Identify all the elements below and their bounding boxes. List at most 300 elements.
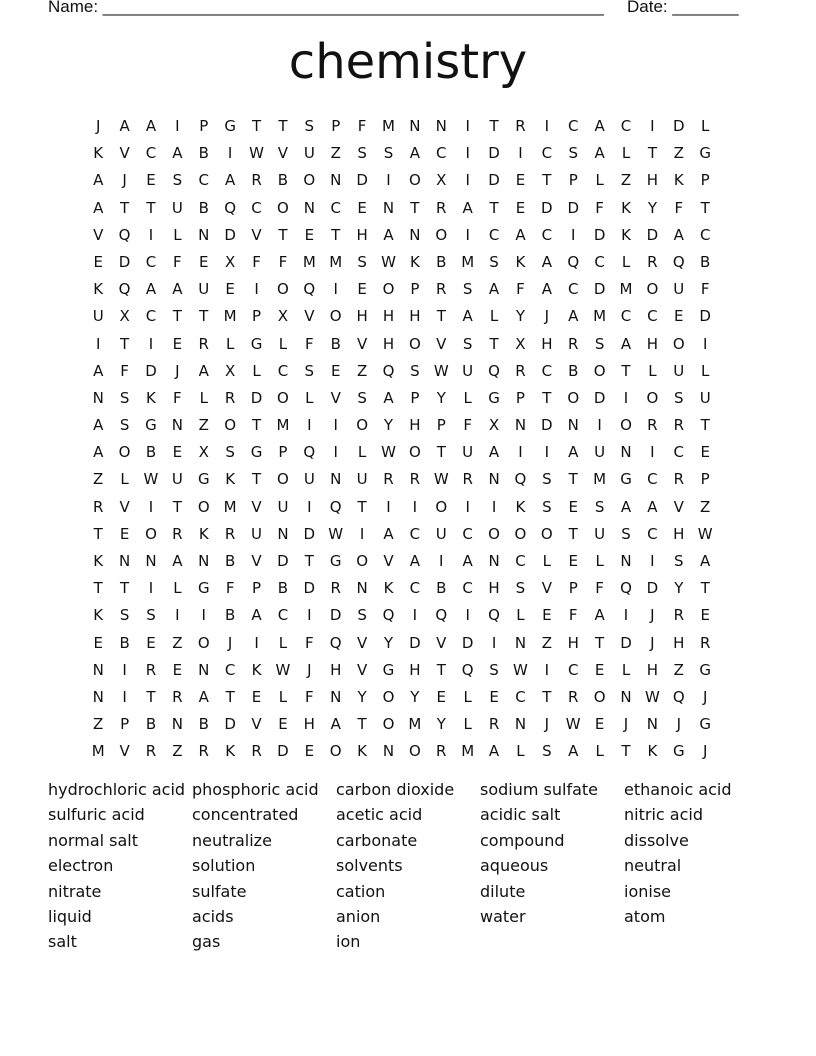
grid-letter: B bbox=[436, 579, 447, 598]
grid-letter: Y bbox=[383, 416, 394, 435]
grid-letter: I bbox=[148, 579, 154, 598]
grid-letter: O bbox=[488, 524, 500, 543]
grid-letter: D bbox=[699, 307, 711, 326]
grid-letter: V bbox=[93, 225, 104, 244]
grid-letter: U bbox=[594, 524, 606, 543]
grid-row bbox=[85, 548, 745, 575]
grid-letter: F bbox=[173, 252, 182, 271]
grid-letter: Q bbox=[382, 361, 395, 380]
grid-letter: C bbox=[462, 579, 473, 598]
grid-letter: O bbox=[303, 171, 316, 190]
grid-letter: F bbox=[120, 361, 129, 380]
grid-letter: A bbox=[541, 252, 552, 271]
grid-letter: H bbox=[356, 307, 368, 326]
grid-letter: L bbox=[463, 715, 472, 734]
grid-letter: R bbox=[647, 416, 658, 435]
grid-letter: D bbox=[620, 633, 632, 652]
grid-letter: I bbox=[95, 334, 101, 353]
grid-letter: C bbox=[409, 524, 421, 543]
grid-letter: C bbox=[436, 144, 447, 163]
grid-letter: B bbox=[145, 715, 157, 734]
grid-letter: K bbox=[621, 225, 631, 244]
grid-letter: Z bbox=[93, 715, 104, 734]
grid-letter: N bbox=[330, 171, 342, 190]
grid-letter: S bbox=[489, 252, 499, 271]
grid-letter: E bbox=[542, 606, 552, 625]
grid-row bbox=[85, 331, 745, 358]
grid-letter: Z bbox=[172, 742, 183, 761]
grid-letter: E bbox=[594, 715, 605, 734]
grid-letter: A bbox=[330, 715, 341, 734]
grid-row bbox=[85, 738, 745, 765]
word-item: anion bbox=[336, 906, 381, 926]
grid-letter: R bbox=[462, 470, 473, 489]
grid-letter: P bbox=[700, 470, 710, 489]
grid-letter: A bbox=[145, 117, 157, 135]
grid-letter: I bbox=[491, 497, 497, 516]
grid-letter: U bbox=[251, 524, 263, 543]
grid-letter: D bbox=[118, 252, 131, 271]
grid-letter: A bbox=[172, 144, 183, 163]
grid-letter: D bbox=[250, 388, 263, 407]
grid-letter: L bbox=[278, 334, 288, 353]
grid-letter: O bbox=[514, 524, 527, 543]
grid-letter: N bbox=[567, 416, 579, 435]
grid-letter: T bbox=[199, 307, 209, 326]
grid-letter: D bbox=[646, 225, 659, 244]
grid-letter: I bbox=[702, 334, 708, 353]
grid-letter: R bbox=[515, 117, 526, 135]
grid-row bbox=[85, 276, 745, 303]
grid-letter: N bbox=[435, 117, 447, 135]
grid-letter: K bbox=[357, 742, 368, 761]
grid-letter: B bbox=[700, 252, 711, 271]
grid-letter: E bbox=[330, 361, 341, 380]
grid-letter: A bbox=[409, 552, 421, 570]
grid-letter: V bbox=[383, 552, 394, 570]
grid-letter: N bbox=[330, 470, 342, 489]
grid-letter: T bbox=[489, 198, 499, 217]
grid-letter: W bbox=[433, 470, 449, 489]
word-item: electron bbox=[48, 856, 114, 876]
grid-letter: I bbox=[491, 633, 497, 652]
grid-letter: W bbox=[697, 524, 713, 543]
grid-row bbox=[85, 439, 745, 466]
grid-letter: V bbox=[356, 660, 368, 679]
grid-letter: N bbox=[620, 552, 632, 570]
grid-letter: O bbox=[277, 470, 289, 489]
word-item: carbonate bbox=[336, 830, 418, 850]
grid-letter: O bbox=[672, 334, 685, 353]
grid-letter: B bbox=[277, 579, 289, 598]
grid-letter: P bbox=[700, 171, 710, 190]
grid-letter: L bbox=[463, 687, 472, 706]
grid-letter: E bbox=[674, 307, 684, 326]
grid-letter: F bbox=[595, 579, 604, 598]
grid-letter: C bbox=[330, 198, 341, 217]
grid-letter: I bbox=[650, 552, 655, 570]
grid-letter: M bbox=[276, 416, 290, 435]
grid-letter: B bbox=[198, 198, 209, 217]
grid-letter: I bbox=[122, 660, 127, 679]
grid-letter: A bbox=[488, 742, 500, 761]
grid-letter: N bbox=[488, 470, 500, 489]
grid-letter: S bbox=[119, 416, 130, 435]
grid-letter: H bbox=[646, 660, 659, 679]
grid-letter: S bbox=[674, 388, 684, 407]
grid-row bbox=[85, 249, 745, 276]
grid-letter: H bbox=[541, 334, 553, 353]
grid-letter: I bbox=[333, 280, 338, 299]
grid-letter: C bbox=[488, 225, 500, 244]
grid-letter: S bbox=[462, 334, 473, 353]
grid-letter: Y bbox=[410, 687, 420, 706]
grid-letter: O bbox=[118, 443, 131, 462]
grid-letter: A bbox=[93, 416, 104, 435]
grid-row bbox=[85, 602, 745, 629]
grid-letter: M bbox=[382, 117, 395, 135]
grid-letter: K bbox=[93, 280, 104, 299]
grid-letter: R bbox=[145, 742, 157, 761]
grid-letter: N bbox=[171, 715, 183, 734]
grid-letter: V bbox=[119, 742, 130, 761]
grid-letter: K bbox=[251, 660, 262, 679]
word-column bbox=[624, 777, 768, 929]
grid-letter: G bbox=[329, 552, 342, 570]
grid-letter: E bbox=[436, 687, 447, 706]
grid-letter: D bbox=[303, 524, 316, 543]
grid-letter: L bbox=[199, 388, 208, 407]
grid-row bbox=[85, 711, 745, 738]
grid-letter: I bbox=[465, 497, 470, 516]
grid-letter: R bbox=[699, 633, 711, 652]
grid-letter: S bbox=[357, 606, 367, 625]
grid-letter: D bbox=[277, 742, 289, 761]
grid-letter: F bbox=[674, 198, 684, 217]
grid-letter: I bbox=[412, 606, 418, 625]
grid-letter: O bbox=[197, 633, 210, 652]
word-item: gas bbox=[192, 932, 221, 952]
grid-letter: D bbox=[488, 144, 500, 163]
grid-letter: C bbox=[515, 687, 526, 706]
grid-letter: O bbox=[408, 334, 421, 353]
grid-letter: G bbox=[699, 660, 711, 679]
grid-letter: F bbox=[305, 334, 314, 353]
grid-letter: T bbox=[700, 198, 710, 217]
grid-letter: W bbox=[143, 470, 159, 489]
grid-letter: E bbox=[304, 742, 315, 761]
grid-letter: T bbox=[700, 579, 710, 598]
grid-letter: D bbox=[145, 361, 157, 380]
word-column bbox=[192, 777, 336, 955]
grid-letter: Q bbox=[224, 198, 237, 217]
grid-letter: H bbox=[488, 579, 500, 598]
grid-letter: T bbox=[331, 225, 341, 244]
grid-letter: I bbox=[175, 606, 180, 625]
grid-letter: C bbox=[277, 361, 289, 380]
grid-letter: Z bbox=[673, 144, 684, 163]
grid-letter: G bbox=[145, 416, 157, 435]
grid-letter: X bbox=[488, 416, 500, 435]
grid-letter: K bbox=[93, 552, 104, 570]
grid-letter: J bbox=[544, 715, 550, 734]
grid-letter: F bbox=[173, 388, 182, 407]
grid-letter: O bbox=[408, 443, 421, 462]
grid-row bbox=[85, 303, 745, 330]
grid-letter: L bbox=[701, 117, 710, 135]
grid-letter: A bbox=[647, 497, 658, 516]
grid-letter: C bbox=[541, 144, 553, 163]
grid-letter: R bbox=[568, 687, 579, 706]
grid-letter: G bbox=[197, 470, 210, 489]
grid-letter: E bbox=[93, 633, 103, 652]
word-item: acids bbox=[192, 906, 234, 926]
grid-letter: S bbox=[357, 144, 367, 163]
grid-letter: D bbox=[224, 225, 236, 244]
grid-letter: I bbox=[333, 416, 338, 435]
grid-letter: W bbox=[381, 252, 396, 271]
grid-letter: T bbox=[436, 660, 446, 679]
grid-letter: R bbox=[436, 198, 447, 217]
grid-letter: H bbox=[409, 416, 421, 435]
grid-letter: N bbox=[277, 524, 289, 543]
grid-letter: P bbox=[120, 715, 130, 734]
grid-letter: T bbox=[621, 361, 631, 380]
grid-letter: I bbox=[122, 687, 127, 706]
grid-letter: C bbox=[541, 361, 553, 380]
grid-letter: R bbox=[568, 334, 579, 353]
grid-letter: T bbox=[595, 633, 605, 652]
grid-letter: L bbox=[621, 660, 631, 679]
grid-letter: I bbox=[201, 606, 206, 625]
grid-letter: Q bbox=[620, 579, 632, 598]
grid-letter: B bbox=[198, 715, 209, 734]
grid-letter: A bbox=[93, 443, 104, 462]
grid-letter: T bbox=[436, 443, 446, 462]
grid-letter: A bbox=[198, 361, 209, 380]
grid-letter: H bbox=[646, 334, 659, 353]
grid-letter: C bbox=[277, 606, 289, 625]
grid-letter: Q bbox=[567, 252, 580, 271]
grid-letter: E bbox=[594, 660, 605, 679]
grid-letter: Y bbox=[515, 307, 526, 326]
grid-letter: S bbox=[383, 144, 394, 163]
grid-letter: R bbox=[383, 470, 394, 489]
grid-letter: C bbox=[673, 443, 685, 462]
grid-letter: S bbox=[172, 171, 183, 190]
word-item: dissolve bbox=[624, 830, 689, 850]
grid-letter: A bbox=[594, 606, 605, 625]
grid-letter: J bbox=[702, 742, 708, 761]
grid-letter: J bbox=[175, 361, 180, 380]
grid-letter: R bbox=[673, 416, 684, 435]
grid-letter: Y bbox=[357, 687, 367, 706]
grid-letter: L bbox=[595, 552, 604, 570]
grid-letter: I bbox=[465, 144, 470, 163]
grid-letter: A bbox=[251, 606, 262, 625]
grid-letter: H bbox=[303, 715, 315, 734]
grid-letter: R bbox=[224, 388, 236, 407]
grid-letter: T bbox=[700, 416, 710, 435]
grid-letter: X bbox=[119, 307, 130, 326]
grid-letter: U bbox=[699, 388, 711, 407]
word-item: ion bbox=[336, 932, 361, 952]
grid-letter: L bbox=[595, 742, 604, 761]
grid-letter: K bbox=[621, 198, 631, 217]
grid-letter: Q bbox=[672, 252, 685, 271]
grid-letter: T bbox=[120, 334, 130, 353]
grid-letter: J bbox=[702, 687, 708, 706]
grid-letter: C bbox=[567, 280, 579, 299]
grid-letter: C bbox=[647, 470, 658, 489]
grid-letter: R bbox=[330, 579, 341, 598]
grid-letter: D bbox=[593, 225, 606, 244]
grid-letter: S bbox=[621, 524, 631, 543]
grid-letter: G bbox=[620, 470, 632, 489]
grid-letter: S bbox=[225, 443, 235, 462]
grid-letter: A bbox=[673, 225, 684, 244]
grid-letter: O bbox=[197, 497, 210, 516]
grid-letter: V bbox=[119, 144, 130, 163]
grid-letter: C bbox=[567, 117, 579, 135]
word-item: concentrated bbox=[192, 805, 299, 825]
grid-letter: Z bbox=[172, 633, 183, 652]
grid-letter: G bbox=[250, 334, 263, 353]
grid-letter: W bbox=[565, 715, 581, 734]
grid-letter: L bbox=[225, 334, 235, 353]
word-column bbox=[480, 777, 624, 929]
grid-letter: O bbox=[435, 225, 448, 244]
grid-letter: K bbox=[225, 470, 236, 489]
grid-letter: Q bbox=[329, 497, 342, 516]
grid-letter: V bbox=[673, 497, 684, 516]
grid-letter: N bbox=[409, 225, 421, 244]
grid-row bbox=[85, 412, 745, 439]
grid-letter: C bbox=[699, 225, 711, 244]
grid-letter: R bbox=[145, 660, 157, 679]
name-field-label: Name: _____________________________________________________ bbox=[48, 0, 604, 16]
grid-letter: R bbox=[92, 497, 104, 516]
grid-letter: P bbox=[410, 280, 420, 299]
grid-letter: Y bbox=[647, 198, 657, 217]
word-item: acidic salt bbox=[480, 805, 561, 825]
grid-letter: C bbox=[462, 524, 473, 543]
grid-letter: R bbox=[436, 280, 447, 299]
grid-letter: S bbox=[542, 470, 552, 489]
grid-letter: N bbox=[118, 552, 131, 570]
word-column bbox=[336, 777, 480, 955]
grid-letter: C bbox=[409, 579, 421, 598]
grid-letter: J bbox=[95, 117, 101, 135]
grid-row bbox=[85, 575, 745, 602]
grid-letter: J bbox=[122, 171, 127, 190]
grid-letter: L bbox=[120, 470, 129, 489]
grid-letter: X bbox=[225, 252, 236, 271]
grid-letter: T bbox=[568, 524, 578, 543]
grid-letter: U bbox=[92, 307, 104, 326]
grid-letter: O bbox=[382, 280, 395, 299]
grid-row bbox=[85, 140, 745, 167]
grid-letter: A bbox=[568, 443, 579, 462]
grid-letter: S bbox=[515, 579, 526, 598]
grid-letter: B bbox=[330, 334, 341, 353]
grid-letter: Q bbox=[118, 280, 131, 299]
grid-letter: Q bbox=[461, 660, 474, 679]
word-item: nitrate bbox=[48, 881, 102, 901]
grid-letter: M bbox=[408, 715, 422, 734]
grid-row bbox=[85, 358, 745, 385]
grid-letter: N bbox=[198, 552, 210, 570]
word-item: sulfuric acid bbox=[48, 805, 145, 825]
grid-letter: D bbox=[567, 198, 579, 217]
grid-letter: J bbox=[650, 606, 655, 625]
grid-letter: F bbox=[516, 280, 525, 299]
grid-letter: H bbox=[382, 307, 395, 326]
grid-letter: A bbox=[462, 307, 473, 326]
grid-letter: Z bbox=[673, 660, 684, 679]
grid-letter: U bbox=[171, 198, 183, 217]
word-item: cation bbox=[336, 881, 386, 901]
grid-letter: Q bbox=[382, 606, 395, 625]
grid-letter: B bbox=[436, 252, 447, 271]
grid-letter: N bbox=[145, 552, 157, 570]
grid-letter: A bbox=[568, 307, 579, 326]
grid-row bbox=[85, 222, 745, 249]
grid-letter: S bbox=[410, 361, 420, 380]
grid-letter: X bbox=[515, 334, 526, 353]
grid-letter: T bbox=[93, 579, 103, 598]
grid-letter: E bbox=[515, 171, 526, 190]
grid-letter: S bbox=[119, 606, 130, 625]
grid-letter: A bbox=[93, 171, 104, 190]
grid-letter: S bbox=[489, 660, 499, 679]
grid-letter: I bbox=[623, 606, 629, 625]
grid-letter: U bbox=[594, 443, 606, 462]
grid-letter: E bbox=[278, 715, 288, 734]
grid-letter: T bbox=[146, 687, 156, 706]
grid-letter: T bbox=[489, 117, 499, 135]
grid-letter: A bbox=[383, 388, 394, 407]
grid-letter: E bbox=[357, 198, 367, 217]
grid-letter: V bbox=[541, 579, 552, 598]
grid-letter: A bbox=[462, 198, 473, 217]
grid-letter: I bbox=[544, 117, 550, 135]
grid-row bbox=[85, 630, 745, 657]
grid-letter: T bbox=[542, 388, 552, 407]
grid-letter: G bbox=[672, 742, 685, 761]
grid-letter: K bbox=[515, 497, 526, 516]
grid-letter: F bbox=[252, 252, 261, 271]
grid-letter: N bbox=[514, 633, 527, 652]
grid-letter: I bbox=[148, 225, 154, 244]
grid-letter: O bbox=[567, 388, 580, 407]
grid-letter: L bbox=[278, 687, 288, 706]
grid-letter: C bbox=[647, 524, 658, 543]
grid-letter: N bbox=[620, 687, 632, 706]
grid-letter: E bbox=[225, 280, 235, 299]
header bbox=[48, 0, 748, 19]
grid-letter: P bbox=[199, 117, 209, 135]
grid-letter: Q bbox=[303, 443, 316, 462]
word-column bbox=[48, 777, 192, 955]
word-item: nitric acid bbox=[624, 805, 703, 825]
grid-letter: O bbox=[540, 524, 553, 543]
grid-letter: O bbox=[145, 524, 157, 543]
grid-letter: V bbox=[251, 225, 262, 244]
grid-letter: I bbox=[254, 280, 259, 299]
grid-letter: A bbox=[515, 225, 526, 244]
grid-letter: S bbox=[119, 388, 130, 407]
